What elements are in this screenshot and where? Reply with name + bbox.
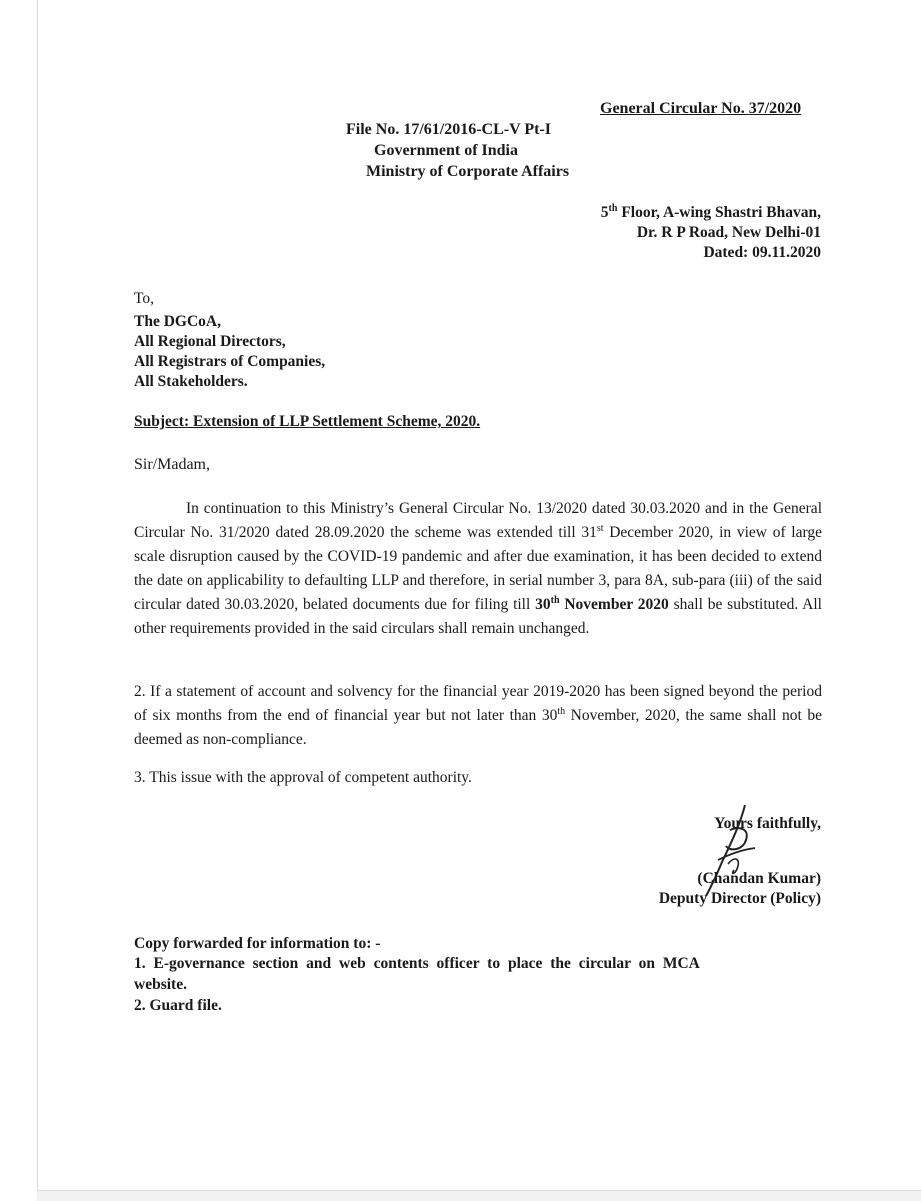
paragraph-1: In continuation to this Ministry’s General Circular No. 13/2020 dated 30.03.2020 and in the General Circular No. 31/2020 dated 28.09.2020 the scheme was extended till 31st December 2020, in view of large scale disruption caused by the COVID-19 pandemic and after due examination, it has been decided to extend the date on applicability to defaulting LLP and therefore, in serial number 3, para 8A, sub-para (iii) of the said circular dated 30.03.2020, belated documents due for filing till 30th November 2020 shall be substituted. All other requirements provided in the said circulars shall remain unchanged. [134, 500, 822, 637]
page-bottom-edge [37, 1190, 921, 1201]
ministry-name: Ministry of Corporate Affairs [366, 163, 570, 180]
copy-item-2: 2. Guard file. [134, 997, 222, 1014]
handwritten-signature [700, 800, 770, 900]
salutation: Sir/Madam, [134, 456, 210, 473]
government-name: Government of India [374, 142, 518, 159]
copy-heading: Copy forwarded for information to: - [134, 935, 381, 952]
address-line-2: Dr. R P Road, New Delhi-01 [636, 224, 821, 241]
copy-item-1-cont: website. [134, 976, 187, 993]
recipient: All Registrars of Companies, [134, 353, 326, 370]
signatory-name: (Chandan Kumar) [697, 870, 821, 887]
circular-number: General Circular No. 37/2020 [600, 100, 802, 117]
closing: Yours faithfully, [714, 815, 821, 832]
paragraph-2: 2. If a statement of account and solvency for the financial year 2019-2020 has been signed beyond the period of six months from the end of financial year but not later than 30th November, 2020, the same shall not be deemed as non-compliance. [134, 683, 822, 748]
file-number: File No. 17/61/2016-CL-V Pt-I [346, 121, 552, 138]
recipient: All Regional Directors, [134, 333, 286, 350]
address-line-1: 5th Floor, A-wing Shastri Bhavan, [600, 202, 821, 221]
subject-line: Subject: Extension of LLP Settlement Scheme, 2020. [134, 413, 481, 430]
dated: Dated: 09.11.2020 [703, 244, 821, 261]
recipient: The DGCoA, [134, 313, 221, 330]
copy-item-1: 1. E-governance section and web contents officer to place the circular on MCA [134, 955, 700, 972]
paragraph-3: 3. This issue with the approval of competent authority. [134, 769, 472, 786]
signatory-designation: Deputy Director (Policy) [658, 890, 821, 907]
recipient: All Stakeholders. [134, 373, 248, 390]
to-label: To, [134, 290, 155, 307]
